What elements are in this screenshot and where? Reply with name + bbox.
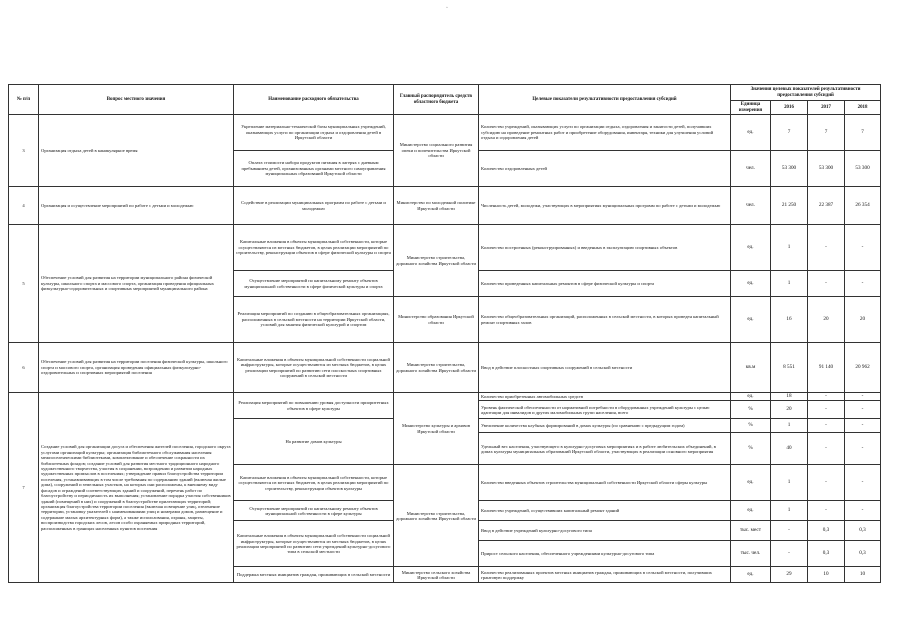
table-cell: 7	[808, 115, 845, 151]
table-row	[9, 115, 881, 151]
table-cell: %	[731, 419, 771, 433]
table-row	[9, 187, 881, 225]
table-cell: %	[731, 401, 771, 419]
table-cell: 0,3	[808, 521, 845, 541]
table-cell: Численность детей, молодежи, участвующих в мероприятиях муниципальных программ по работе с детьми и молодежью	[479, 187, 731, 225]
table-cell: -	[845, 393, 881, 401]
table-cell: 1	[771, 465, 808, 501]
table-cell: Министерство по молодежной политике Иркутской области	[394, 187, 479, 225]
col-obligation: Наименование расходного обязательства	[234, 85, 394, 115]
col-unit: Единица измерения	[731, 101, 771, 115]
table-cell: -	[771, 521, 808, 541]
table-cell: 5	[9, 225, 39, 343]
table-cell: 0,3	[845, 541, 881, 567]
subsidy-indicator-table	[8, 84, 880, 583]
table-cell: ед.	[731, 393, 771, 401]
table-cell: ед.	[731, 501, 771, 521]
table-cell: Количество проведенных капитальных ремонтов в сфере физической культуры и спорта	[479, 271, 731, 297]
table-cell: 10	[845, 567, 881, 583]
table-cell: 91 140	[808, 343, 845, 393]
table-cell: 7	[845, 115, 881, 151]
table-cell: чел.	[731, 187, 771, 225]
table-cell: 29	[771, 567, 808, 583]
table-cell: Ввод в действие плоскостных спортивных сооружений в сельской местности	[479, 343, 731, 393]
table-cell: Осуществление мероприятий по капитальному ремонту объектов муниципальной собственности в сфере физической культуры и спорта	[234, 271, 394, 297]
table-cell: 21 250	[771, 187, 808, 225]
table-cell: -	[845, 271, 881, 297]
table-cell: Укрепление материально-технической базы муниципальных учреждений, оказывающих услуги по организации отдыха и оздоровления детей в Иркутской области	[234, 115, 394, 151]
table-cell: ед.	[731, 271, 771, 297]
table-cell: Количество реализованных проектов местных инициатив граждан, проживающих в сельской местности, получивших грантовую поддержку	[479, 567, 731, 583]
table-cell: Оплата стоимости набора продуктов питания в лагерях с дневным пребыванием детей, организованных органами местного самоуправления муниципальных образований Иркутской области	[234, 151, 394, 187]
table-cell: Обеспечение условий для развития на территории муниципального района физической культуры, школьного спорта и массового спорта, организация проведения официальных физкультурно-оздоровительных и спортивных мероприятий муниципального района	[39, 225, 234, 343]
table-cell: -	[808, 433, 845, 465]
table-cell: 26 354	[845, 187, 881, 225]
table-cell: 0,3	[808, 541, 845, 567]
table-cell: 20	[771, 401, 808, 419]
scan-mark: ◦	[446, 6, 448, 11]
table-cell: ед.	[731, 465, 771, 501]
table-cell: 4	[9, 187, 39, 225]
table-cell: Прирост сельского населения, обеспеченного учреждениями культурно-досугового типа	[479, 541, 731, 567]
table-cell: ед.	[731, 225, 771, 271]
table-cell: 53 300	[808, 151, 845, 187]
table-cell: Обеспечение условий для развития на территории поселения физической культуры, школьного спорта и массового спорта, организация проведения официальных физкультурно-оздоровительных и спортивных мероприятий поселения	[39, 343, 234, 393]
col-values-group: Значения целевых показателей результативности предоставления субсидий	[731, 85, 881, 101]
table-cell: Количество общеобразовательных организаций, расположенных в сельской местности, в которых проведен капитальный ремонт спортивных залов	[479, 297, 731, 343]
table-cell: -	[808, 271, 845, 297]
table-cell: Организация и осуществление мероприятий по работе с детьми и молодежью	[39, 187, 234, 225]
col-2018: 2018	[845, 101, 881, 115]
table-cell: Реализация мероприятий по повышению уровня доступности приоритетных объектов в сфере культуры	[234, 393, 394, 419]
table-cell: Капитальные вложения в объекты муниципальной собственности, которые осуществляются из местных бюджетов, в целях реализации мероприятий по строительству, реконструкции объектов культуры	[234, 465, 394, 501]
table-cell: Количество учреждений, оказывающих услуги по организации отдыха, оздоровления и занятости детей, получивших субсидию на проведение ремонтных работ и приобретение оборудования, инвентаря, техники для улучшения условий отдыха и оздоровления детей	[479, 115, 731, 151]
table-cell: Министерство строительства, дорожного хозяйства Иркутской области	[394, 343, 479, 393]
table-cell: 7	[771, 115, 808, 151]
table-cell: 1	[771, 225, 808, 271]
table-cell: -	[845, 401, 881, 419]
table-cell: 16	[771, 297, 808, 343]
table-cell: -	[845, 419, 881, 433]
table-cell: ед.	[731, 115, 771, 151]
table-cell: Министерство строительства, дорожного хозяйства Иркутской области	[394, 465, 479, 567]
table-cell: Количество введенных объектов строительства муниципальной собственности Иркутской области сферы культуры	[479, 465, 731, 501]
table-cell: Министерство культуры и архивов Иркутской области	[394, 393, 479, 465]
table-cell: Реализация мероприятий по созданию в общеобразовательных организациях, расположенных в сельской местности на территории Иркутской области, условий для занятия физической культурой и спортом	[234, 297, 394, 343]
table-cell: Увеличение количества клубных формирований в домах культуры (по сравнению с предыдущим годом)	[479, 419, 731, 433]
table-cell: 6	[9, 343, 39, 393]
table-cell: -	[808, 501, 845, 521]
table-cell: 1	[771, 501, 808, 521]
table-cell: -	[808, 401, 845, 419]
table-cell: 20	[845, 297, 881, 343]
table-row	[9, 393, 881, 401]
table-row	[9, 343, 881, 393]
table-cell: 3	[9, 115, 39, 187]
table-cell: Министерство образования Иркутской области	[394, 297, 479, 343]
table-cell: Капитальные вложения в объекты муниципальной собственности социальной инфраструктуры, которые осуществляются из местных бюджетов, в целях реализации мероприятий по развитию сети плоскостных спортивных сооружений в сельской местности	[234, 343, 394, 393]
table-cell: 53 300	[771, 151, 808, 187]
table-cell: 22 387	[808, 187, 845, 225]
table-cell: Осуществление мероприятий по капитальному ремонту объектов муниципальной собственности в сфере культуры	[234, 501, 394, 521]
table-cell: 8 551	[771, 343, 808, 393]
table-cell: Содействие в реализации муниципальных программ по работе с детьми и молодежью	[234, 187, 394, 225]
table-cell: Количество оздоровленных детей	[479, 151, 731, 187]
table-cell: %	[731, 433, 771, 465]
table-cell: тыс. мест	[731, 521, 771, 541]
table-cell: 7	[9, 393, 39, 583]
table-cell: -	[845, 433, 881, 465]
table-cell: 0,3	[845, 521, 881, 541]
col-indicators: Целевые показатели результативности предоставления субсидий	[479, 85, 731, 115]
table-cell: Уровень фактической обеспеченности от нормативной потребности в оборудованных учреждений культуры с целью адаптации для инвалидов и других маломобильных групп населения, всего	[479, 401, 731, 419]
table-cell: Количество приобретенных автомобильных средств	[479, 393, 731, 401]
table-cell: 1	[771, 271, 808, 297]
table-cell: 20 962	[845, 343, 881, 393]
table-cell: Капитальные вложения в объекты муниципальной собственности, которые осуществляются из местных бюджетов, в целях реализации мероприятий по строительству, реконструкции объектов в сфере физической культуры и спорта	[234, 225, 394, 271]
table-cell: -	[845, 465, 881, 501]
table-cell: ед.	[731, 297, 771, 343]
table-cell: 40	[771, 433, 808, 465]
table-cell: Организация отдыха детей в каникулярное время	[39, 115, 234, 187]
table-row	[9, 225, 881, 271]
col-2016: 2016	[771, 101, 808, 115]
table-cell: Поддержка местных инициатив граждан, проживающих в сельской местности	[234, 567, 394, 583]
table-cell: Удельный вес населения, участвующего в культурно-досуговых мероприятиях и в работе любительских объединений, в домах культуры муниципальных образований Иркутской области, участвующих в реализации основного мероприятия	[479, 433, 731, 465]
table-cell: -	[845, 225, 881, 271]
table-cell: чел.	[731, 151, 771, 187]
col-no: № п/п	[9, 85, 39, 115]
col-manager: Главный распорядитель средств областного бюджета	[394, 85, 479, 115]
table-cell: 20	[808, 297, 845, 343]
table-cell: Капитальные вложения в объекты муниципальной собственности социальной инфраструктуры, которые осуществляются из местных бюджетов, в целях реализации мероприятий по развитию сети учреждений культурно-досугового типа в сельской местности	[234, 521, 394, 567]
table-cell: Создание условий для организации досуга и обеспечения жителей поселения, городского округа услугами организаций культуры; организация библиотечного обслуживания населения межпоселенческими библиотеками, комплектование и обеспечение сохранности их библиотечных фондов; создание условий для развития местного традиционного народного художественного творчества, участия в сохранении, возрождении и развитии народных художественных промыслов в поселениях; утверждение правил благоустройства территории поселения, устанавливающих в том числе требования по содержанию зданий (включая жилые дома), сооружений и земельных участков, на которых они расположены, к внешнему виду фасадов и ограждений соответствующих зданий и сооружений, перечень работ по благоустройству и периодичность их выполнения; установление порядка участия собственников зданий (помещений в них) и сооружений в благоустройстве прилегающих территорий; организация благоустройства территории поселения (включая освещение улиц, озеленение территории, установку указателей с наименованиями улиц и номерами домов, размещение и содержание малых архитектурных форм), а также использования, охраны, защиты, воспроизводства городских лесов, лесов особо охраняемых природных территорий, расположенных в границах населенных пунктов поселения	[39, 393, 234, 583]
table-cell: Министерство социального развития опеки и попечительства Иркутской области	[394, 115, 479, 187]
table-cell: -	[771, 541, 808, 567]
table-cell: 1	[771, 419, 808, 433]
col-question: Вопрос местного значения	[39, 85, 234, 115]
table-cell: Ввод в действие учреждений культурно-досугового типа	[479, 521, 731, 541]
table-cell: На развитие домов культуры	[234, 419, 394, 465]
table-cell: -	[808, 465, 845, 501]
table-header	[9, 85, 881, 115]
table-cell: 53 300	[845, 151, 881, 187]
table-cell: -	[808, 393, 845, 401]
table-cell: Количество построенных (реконструированных) и введенных в эксплуатацию спортивных объектов	[479, 225, 731, 271]
table-cell: кв.м	[731, 343, 771, 393]
col-2017: 2017	[808, 101, 845, 115]
table-cell: Количество учреждений, осуществивших капитальный ремонт зданий	[479, 501, 731, 521]
table-cell: ед.	[731, 567, 771, 583]
table-cell: Министерство сельского хозяйства Иркутской области	[394, 567, 479, 583]
table-cell: Министерство строительства, дорожного хозяйства Иркутской области	[394, 225, 479, 297]
table-cell: -	[808, 225, 845, 271]
table-cell: 10	[808, 567, 845, 583]
table-cell: -	[845, 501, 881, 521]
table-cell: тыс. чел.	[731, 541, 771, 567]
table-cell: 18	[771, 393, 808, 401]
table-cell: -	[808, 419, 845, 433]
